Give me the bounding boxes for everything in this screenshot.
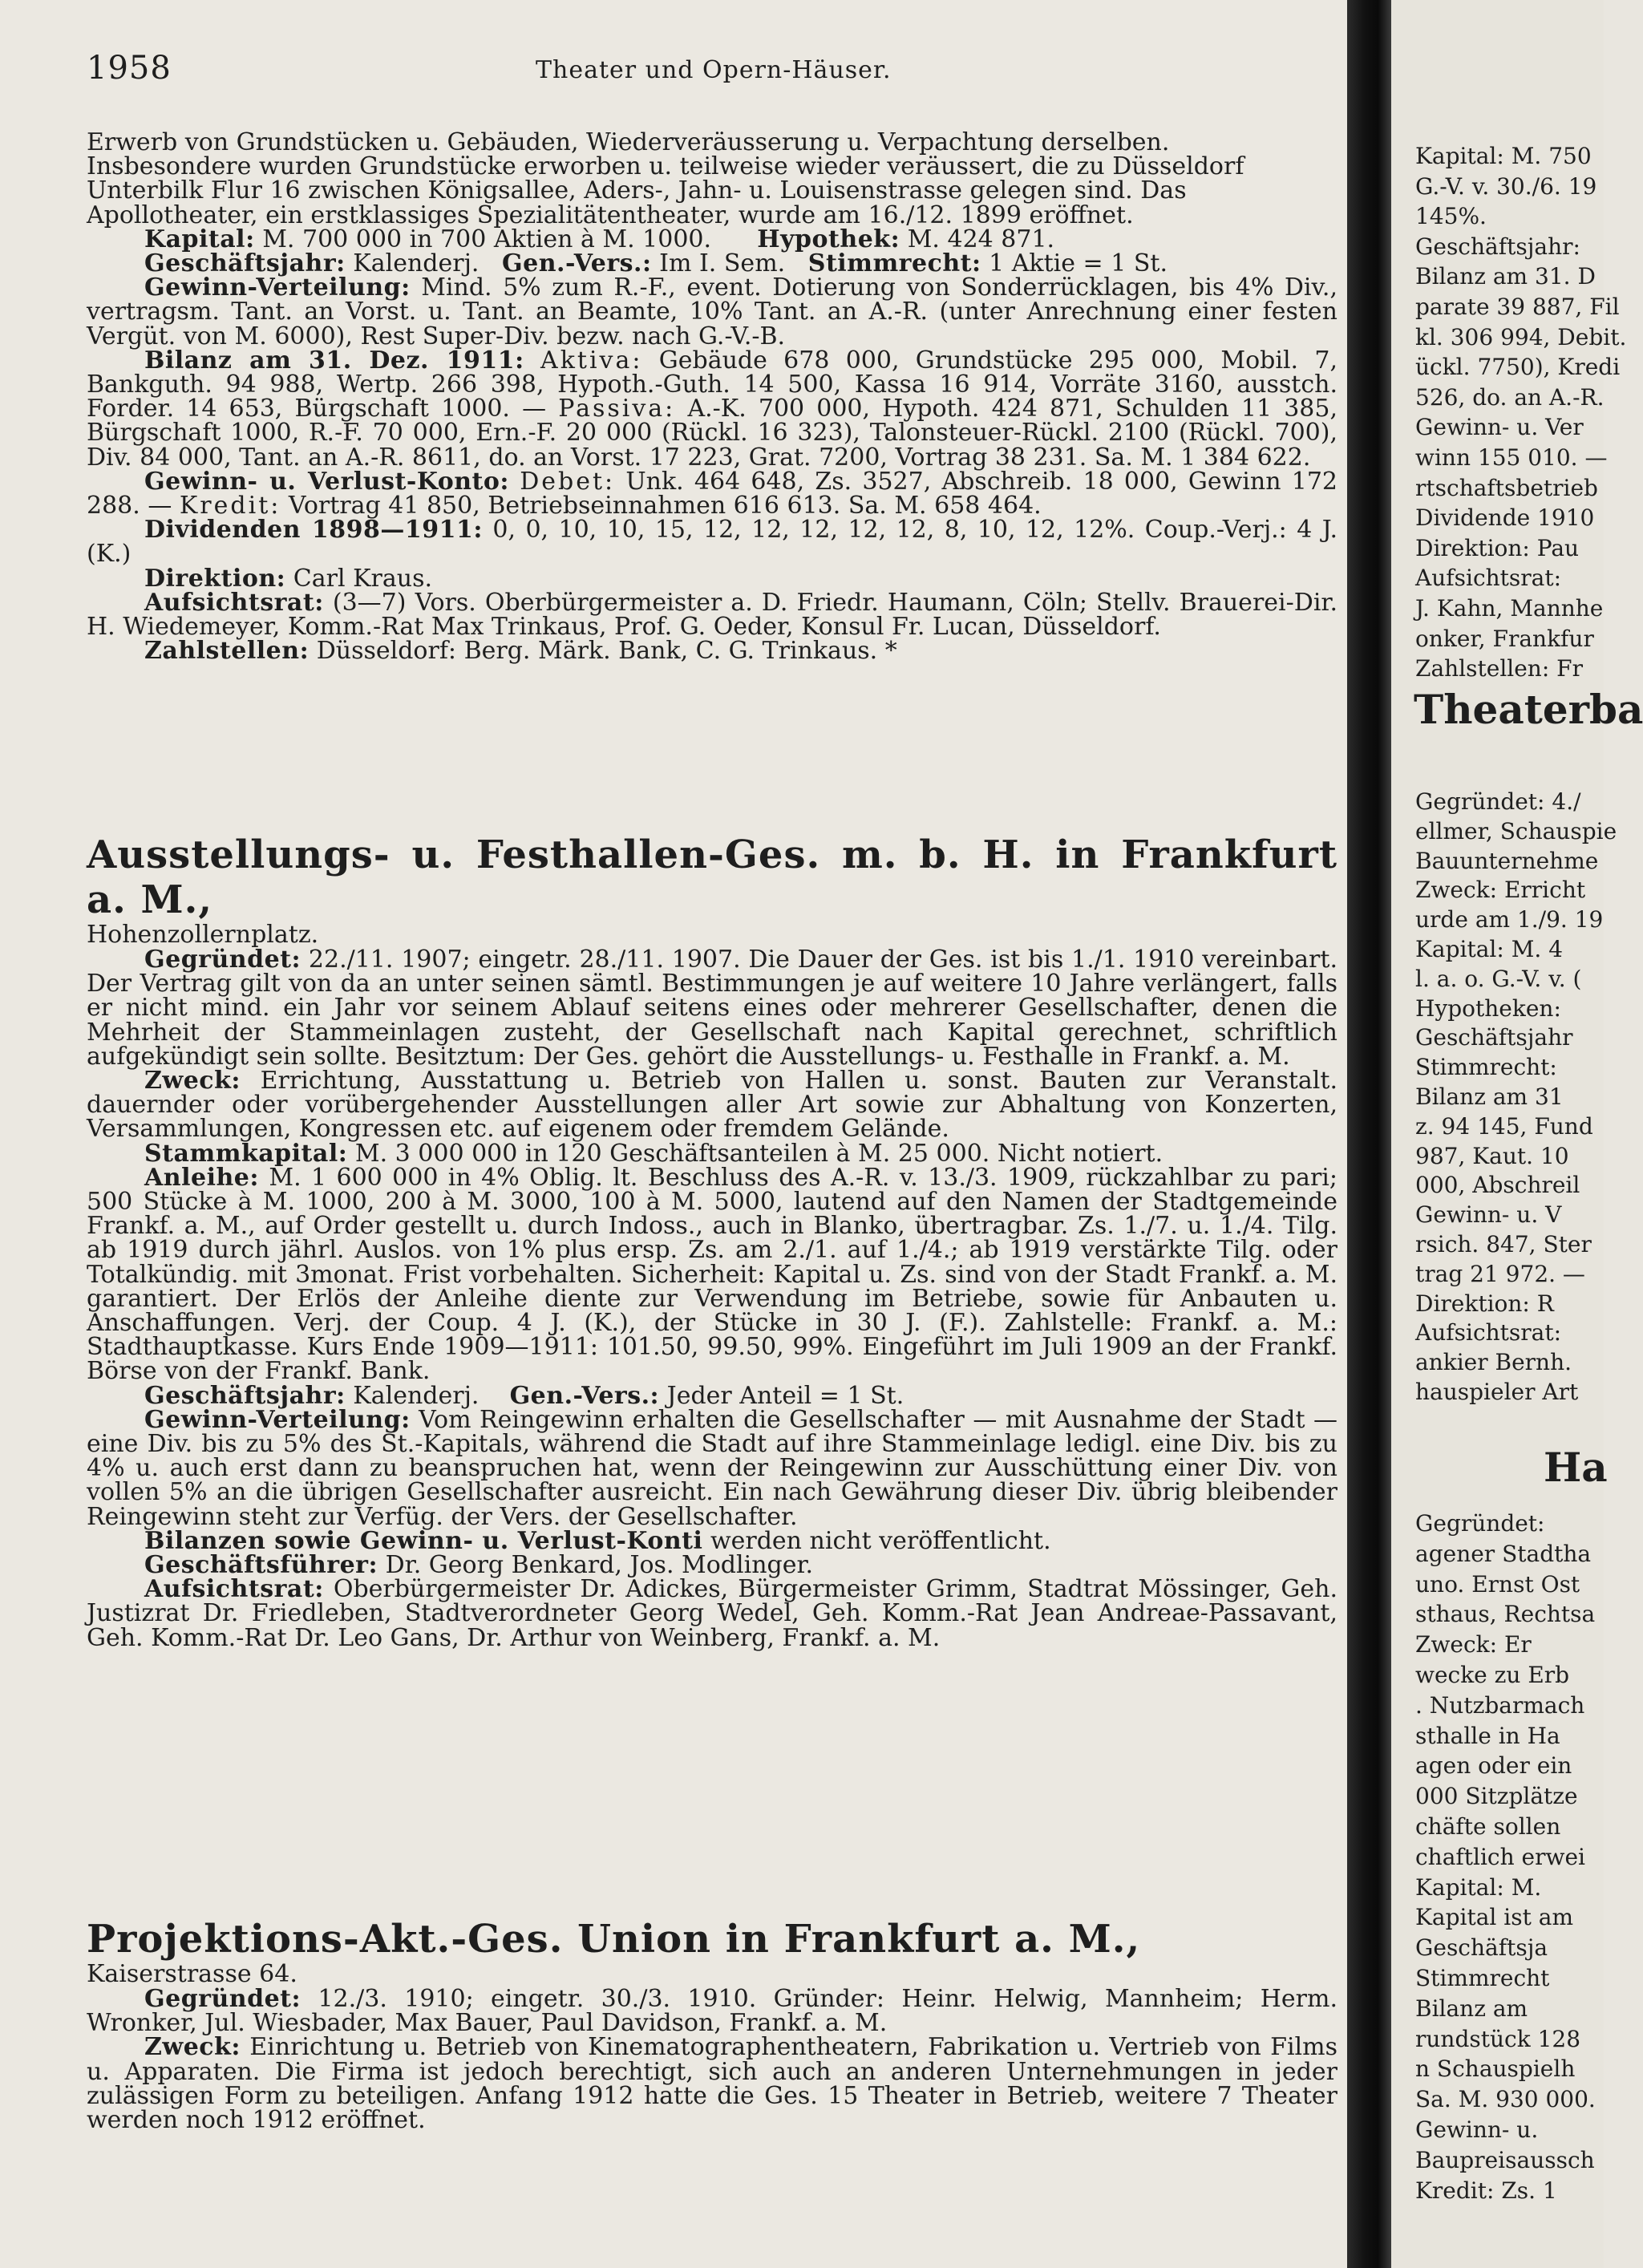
dividenden [87, 516, 1337, 569]
right-page-line: z. 94 145, Fund [1415, 1112, 1593, 1140]
right-page-line: Kapital: M. 4 [1415, 936, 1564, 962]
right-page-line: Stimmrecht [1415, 1965, 1550, 1991]
gen-vers-value: Im I. Sem. [659, 249, 786, 278]
book-gutter [1347, 0, 1391, 2268]
geschaeftsfuehrer-text: Dr. Georg Benkard, Jos. Modlinger. [385, 1551, 814, 1580]
right-page-line: ellmer, Schauspie [1415, 817, 1617, 844]
right-page-line: trag 21 972. — [1415, 1260, 1585, 1287]
debet-text: Unk. 464 648, Zs. 3527, Abschreib. 18 000, Gewinn 172 288. — [87, 467, 1337, 520]
entry-projektions-union [87, 1917, 1337, 2135]
right-page-title-2: Ha [1544, 1444, 1608, 1491]
right-page-line: rundstück 128 [1415, 2025, 1581, 2052]
right-page-line: agen oder ein [1415, 1752, 1572, 1780]
direktion-label: Direktion: [144, 564, 286, 593]
right-page-line: wecke zu Erb [1415, 1662, 1570, 1688]
running-title: Theater und Opern-Häuser. [536, 56, 892, 84]
gewinn-verteilung-text: Vom Reingewinn erhalten die Gesellschafter — mit Ausnahme der Stadt — eine Div. bis zu 5% des St.-Kapitals, während die Stadt auf ihre Stammeinlage ledigl. eine Div. bis zu 4% u. auch erst dann zu beanspruchen hat, wenn der Reingewinn zur Ausschüttung einer Div. von vollen 5% an die übrigen Gesellschafter ausreicht. Ein nach Gewährung dieser Div. übrig bleibender Reingewinn steht zur Verfüg. der Vers. der Gesellschafter. [87, 1405, 1337, 1531]
right-page-line: chäfte sollen [1415, 1813, 1561, 1840]
right-page-line: urde am 1./9. 19 [1415, 906, 1604, 934]
right-page-line: 145%. [1415, 203, 1487, 230]
zweck-label: Zweck: [144, 1067, 241, 1096]
right-page-line: Aufsichtsrat: [1415, 565, 1562, 592]
gegruendet-text: 12./3. 1910; eingetr. 30./3. 1910. Gründer: Heinr. Helwig, Mannheim; Herm. Wronker, Jul. Wiesbader, Max Bauer, Paul Davidson, Frankf. a. M. [87, 1985, 1337, 2038]
gen-vers-label: Gen.-Vers.: [502, 249, 652, 278]
right-page-line: Bilanz am 31. D [1415, 263, 1596, 290]
geschaeftsjahr-label: Geschäftsjahr: [144, 1381, 346, 1410]
debet-label: Debet: [520, 467, 616, 496]
dividenden-label: Dividenden 1898—1911: [144, 516, 483, 545]
bilanz-label: Bilanz am 31. Dez. 1911: [144, 346, 524, 375]
anleihe-text: M. 1 600 000 in 4% Oblig. lt. Beschluss des A.-R. v. 13./3. 1909, rückzahlbar zu pari; 500 Stücke à M. 1000, 200 à M. 3000, 100 à M. 5000, lautend auf den Namen der Stadtgemeinde Frankf. a. M., auf Order gestellt u. durch Indoss., auch in Blanko, übertragbar. Zs. 1./7. u. 1./4. Tilg. ab 1919 durch jährl. Auslos. von 1% plus ersp. Zs. am 2./1. auf 1./4.; ab 1919 verstärkte Tilg. oder Totalkündig. mit 3monat. Frist vorbehalten. Sicherheit: Kapital u. Zs. sind von der Stadt Frankf. a. M. garantiert. Der Erlös der Anleihe diente zur Verwendung im Betriebe, sowie für Anbauten u. Anschaffungen. Verj. der Coup. 4 J. (K.), der Stücke in 30 J. (F.). Zahlstelle: Frankf. a. M.: Stadthauptkasse. Kurs Ende 1909—1911: 101.50, 99.50, 99%. Eingeführt im Juli 1909 an der Frankf. Börse von der Frankf. Bank. [87, 1163, 1337, 1386]
right-page-line: n Schauspielh [1415, 2055, 1576, 2083]
bilanzen-text: werden nicht veröffentlicht. [710, 1526, 1051, 1555]
kapital-line [87, 225, 1337, 253]
zweck [87, 1069, 1337, 1142]
aktiva-text: Gebäude 678 000, Grundstücke 295 000, Mobil. 7, Bankguth. 94 988, Wertp. 266 398, Hypoth.-Guth. 14 500, Kassa 16 914, Vorräte 3160, ausstch. Forder. 14 653, Bürgschaft 1000. — [87, 346, 1337, 423]
direktion-text: Carl Kraus. [293, 564, 432, 593]
right-page-line: hauspieler Art [1415, 1379, 1579, 1405]
right-page-line: agener Stadtha [1415, 1540, 1592, 1567]
right-page-line: ankier Bernh. [1415, 1349, 1572, 1376]
zweck-text: Einrichtung u. Betrieb von Kinematographentheatern, Fabrikation u. Vertrieb von Films u. Apparaten. Die Firma ist jedoch berechtigt, sich auch an anderen Unternehmungen in jeder zulässigen Form zu beteiligen. Anfang 1912 hatte die Ges. 15 Theater in Betrieb, weitere 7 Theater werden noch 1912 eröffnet. [87, 2033, 1337, 2135]
kapital-value: M. 700 000 in 700 Aktien à M. 1000. [262, 225, 712, 253]
stammkapital-text: M. 3 000 000 in 120 Geschäftsanteilen à M. 25 000. Nicht notiert. [354, 1139, 1163, 1168]
right-page-line: Kredit: Zs. 1 [1415, 2177, 1557, 2204]
bilanzen-label: Bilanzen sowie Gewinn- u. Verlust-Konti [144, 1526, 703, 1555]
aufsichtsrat [87, 1577, 1337, 1650]
anleihe [87, 1163, 1337, 1386]
aufsichtsrat-text: (3—7) Vors. Oberbürgermeister a. D. Friedr. Haumann, Cöln; Stellv. Brauerei-Dir. H. Wiedemeyer, Komm.-Rat Max Trinkaus, Prof. G. Oeder, Konsul Fr. Lucan, Düsseldorf. [87, 588, 1337, 642]
anleihe-label: Anleihe: [144, 1163, 259, 1192]
bilanz [87, 346, 1337, 472]
aufsichtsrat-label: Aufsichtsrat: [144, 1575, 324, 1604]
entry-address: Kaiserstrasse 64. [87, 1960, 297, 1988]
right-page-line: Aufsichtsrat: [1415, 1319, 1562, 1347]
right-page-line: 000 Sitzplätze [1415, 1783, 1578, 1810]
right-page-line: kl. 306 994, Debit. [1415, 323, 1627, 350]
geschaeftsjahr-line [87, 1381, 1337, 1410]
hypothek-value: M. 424 871. [907, 225, 1055, 253]
right-page-line: Kapital ist am [1415, 1904, 1574, 1931]
page-header [87, 50, 1337, 98]
right-page-line: Gegründet: 4./ [1415, 788, 1581, 815]
right-page-line: rtschaftsbetrieb [1415, 474, 1598, 501]
right-page-line: G.-V. v. 30./6. 19 [1415, 172, 1597, 200]
gewinn-verteilung-text: Mind. 5% zum R.-F., event. Dotierung von Sonderrücklagen, bis 4% Div., vertragsm. Tant. an Vorst. u. Tant. an Beamte, 10% Tant. an A.-R. (unter Anrechnung einer festen Vergüt. von M. 6000), Rest Super-Div. bezw. nach G.-V.-B. [87, 273, 1337, 350]
gewinn-verteilung [87, 273, 1337, 350]
right-page-line: Hypotheken: [1415, 994, 1561, 1022]
right-page-line: J. Kahn, Mannhe [1415, 595, 1604, 622]
right-page-line: Stimmrecht: [1415, 1054, 1557, 1081]
right-page-line: chaftlich erwei [1415, 1843, 1585, 1870]
zahlstellen [87, 637, 1337, 666]
right-page-line: ückl. 7750), Kredi [1415, 354, 1621, 381]
gegruendet [87, 948, 1337, 1069]
geschaeftsjahr-value: Kalenderj. [353, 249, 480, 278]
right-page-line: Bilanz am [1415, 1995, 1528, 2022]
gegruendet-label: Gegründet: [144, 946, 301, 974]
stammkapital [87, 1139, 1337, 1168]
zweck [87, 2033, 1337, 2135]
right-page-line: Direktion: R [1415, 1290, 1554, 1317]
right-page-line: onker, Frankfur [1415, 625, 1594, 652]
entry-title: Projektions-Akt.-Ges. Union in Frankfurt a. M., [87, 1917, 1141, 1962]
gewinn-verteilung-label: Gewinn-Verteilung: [144, 1405, 411, 1434]
right-page-line: sthalle in Ha [1415, 1722, 1560, 1749]
aufsichtsrat [87, 588, 1337, 642]
entry-address: Hohenzollernplatz. [87, 921, 319, 949]
right-page-line: Bilanz am 31 [1415, 1083, 1564, 1110]
geschaeftsfuehrer [87, 1551, 1337, 1580]
right-page-line: Geschäftsjahr: [1415, 233, 1580, 260]
right-page-line: Gewinn- u. [1415, 2116, 1539, 2143]
guv-label: Gewinn- u. Verlust-Konto: [144, 467, 509, 496]
zahlstellen-label: Zahlstellen: [144, 637, 310, 666]
aufsichtsrat-label: Aufsichtsrat: [144, 588, 324, 617]
right-page-line: Dividende 1910 [1415, 504, 1595, 532]
stimmrecht-value: 1 Aktie = 1 St. [989, 249, 1168, 278]
right-page-line: rsich. 847, Ster [1415, 1231, 1592, 1258]
right-page-line: Geschäftsja [1415, 1934, 1548, 1962]
right-page-line: uno. Ernst Ost [1415, 1570, 1580, 1598]
right-page-title-1: Theaterba [1414, 686, 1643, 733]
kredit-label: Kredit: [179, 492, 281, 520]
hypothek-label: Hypothek: [757, 225, 900, 253]
passiva-text: A.-K. 700 000, Hypoth. 424 871, Schulden 11 385, Bürgschaft 1000, R.-F. 70 000, Ern.-F. 20 000 (Rückl. 16 323), Talonsteuer-Rückl. 2100 (Rückl. 700), Div. 84 000, Tant. an A.-R. 8611, do. an Vorst. 17 223, Grat. 7200, Vortrag 38 231. Sa. M. 1 384 622. [87, 395, 1337, 472]
passiva-label: Passiva: [558, 395, 676, 423]
right-page-line: 526, do. an A.-R. [1415, 383, 1605, 411]
gegruendet-text: 22./11. 1907; eingetr. 28./11. 1907. Die Dauer der Ges. ist bis 1./1. 1910 vereinbart. Der Vertrag gilt von da an unter seinen sämtl. Bestimmungen je auf weitere 10 Jahre verlängert, falls er nicht mind. ein Jahr vor seinem Ablauf seitens eines oder mehrerer Gesellschafter, denen die Mehrheit der Stammeinlagen zusteht, der Gesellschaft nach Kapital gerechnet, schriftlich aufgekündigt sein sollte. Besitztum: Der Ges. gehört die Ausstellungs- u. Festhalle in Frankf. a. M. [87, 946, 1337, 1071]
right-page-line: 000, Abschreil [1415, 1172, 1580, 1199]
right-page-line: l. a. o. G.-V. v. ( [1415, 965, 1582, 992]
bilanzen [87, 1526, 1337, 1555]
right-page-line: Sa. M. 930 000. [1415, 2086, 1596, 2113]
right-page-line: Gewinn- u. V [1415, 1201, 1562, 1229]
intro-line: Erwerb von Grundstücken u. Gebäuden, Wiederveräusserung u. Verpachtung derselben. [87, 128, 1170, 156]
gewinn-verteilung-label: Gewinn-Verteilung: [144, 273, 411, 302]
zahlstellen-text: Düsseldorf: Berg. Märk. Bank, C. G. Trinkaus. * [316, 637, 897, 666]
entry-festhallen-ges [87, 832, 1337, 1650]
gegruendet [87, 1985, 1337, 2038]
entry-title: Ausstellungs- u. Festhallen-Ges. m. b. H. in Frankfurt a. M., [87, 832, 1337, 922]
kredit-text: Vortrag 41 850, Betriebseinnahmen 616 613. Sa. M. 658 464. [288, 492, 1042, 520]
right-page-line: Zweck: Erricht [1415, 877, 1586, 904]
intro-line: Unterbilk Flur 16 zwischen Königsallee, Aders-, Jahn- u. Louisenstrasse gelegen sind. Das [87, 176, 1187, 205]
right-page-line: Kapital: M. 750 [1415, 143, 1592, 169]
right-page-line: sthaus, Rechtsa [1415, 1601, 1596, 1628]
page-number: 1958 [87, 50, 172, 87]
dividenden-text: 0, 0, 10, 10, 15, 12, 12, 12, 12, 12, 8, 10, 12, 12%. Coup.-Verj.: 4 J. (K.) [87, 516, 1337, 569]
aktiva-label: Aktiva: [540, 346, 643, 375]
kapital-label: Kapital: [144, 225, 255, 253]
right-page-line: Kapital: M. [1415, 1873, 1542, 1901]
right-page-line: Bauunternehme [1415, 847, 1599, 874]
geschaeftsjahr-label: Geschäftsjahr: [144, 249, 346, 278]
direktion [87, 564, 1337, 593]
right-page-line: Baupreisaussch [1415, 2146, 1595, 2173]
right-page-line: 987, Kaut. 10 [1415, 1142, 1569, 1169]
right-page-line: Zweck: Er [1415, 1631, 1532, 1658]
right-page-fragment [1391, 0, 1643, 2268]
right-page-line: parate 39 887, Fil [1415, 294, 1620, 320]
right-page-line: Gewinn- u. Ver [1415, 414, 1584, 441]
gen-vers-label: Gen.-Vers.: [509, 1381, 660, 1410]
zweck-text: Errichtung, Ausstattung u. Betrieb von Hallen u. sonst. Bauten zur Veranstalt. dauernder oder vorübergehender Ausstellungen aller Art sowie zur Abhaltung von Konzerten, Versammlungen, Kongressen etc. auf eigenem oder fremdem Gelände. [87, 1067, 1337, 1144]
right-page-line: Gegründet: [1415, 1510, 1545, 1537]
geschaeftsfuehrer-label: Geschäftsführer: [144, 1551, 378, 1580]
gegruendet-label: Gegründet: [144, 1985, 301, 2013]
right-page-line: Zahlstellen: Fr [1415, 655, 1583, 682]
zweck-label: Zweck: [144, 2033, 241, 2062]
right-page-line: . Nutzbarmach [1415, 1691, 1585, 1719]
gewinn-verlust-konto [87, 467, 1337, 520]
right-page-line: winn 155 010. — [1415, 444, 1608, 471]
gen-vers-value: Jeder Anteil = 1 St. [666, 1381, 904, 1410]
stimmrecht-label: Stimmrecht: [807, 249, 981, 278]
stammkapital-label: Stammkapital: [144, 1139, 348, 1168]
right-page-line: Direktion: Pau [1415, 534, 1580, 561]
aufsichtsrat-text: Oberbürgermeister Dr. Adickes, Bürgermeister Grimm, Stadtrat Mössinger, Geh. Justizrat Dr. Friedleben, Stadtverordneter Georg Wedel, Geh. Komm.-Rat Jean Andreae-Passavant, Geh. Komm.-Rat Dr. Leo Gans, Dr. Arthur von Weinberg, Frankf. a. M. [87, 1575, 1337, 1652]
intro-line: Insbesondere wurden Grundstücke erworben u. teilweise wieder veräussert, die zu Düsseldorf [87, 152, 1244, 181]
gewinn-verteilung [87, 1405, 1337, 1531]
geschaeftsjahr-line [87, 249, 1337, 278]
geschaeftsjahr-value: Kalenderj. [353, 1381, 480, 1410]
entry-apollotheater [87, 128, 1337, 666]
intro-line: Apollotheater, ein erstklassiges Spezialitätentheater, wurde am 16./12. 1899 eröffnet. [87, 200, 1134, 229]
right-page-line: Geschäftsjahr [1415, 1024, 1573, 1051]
